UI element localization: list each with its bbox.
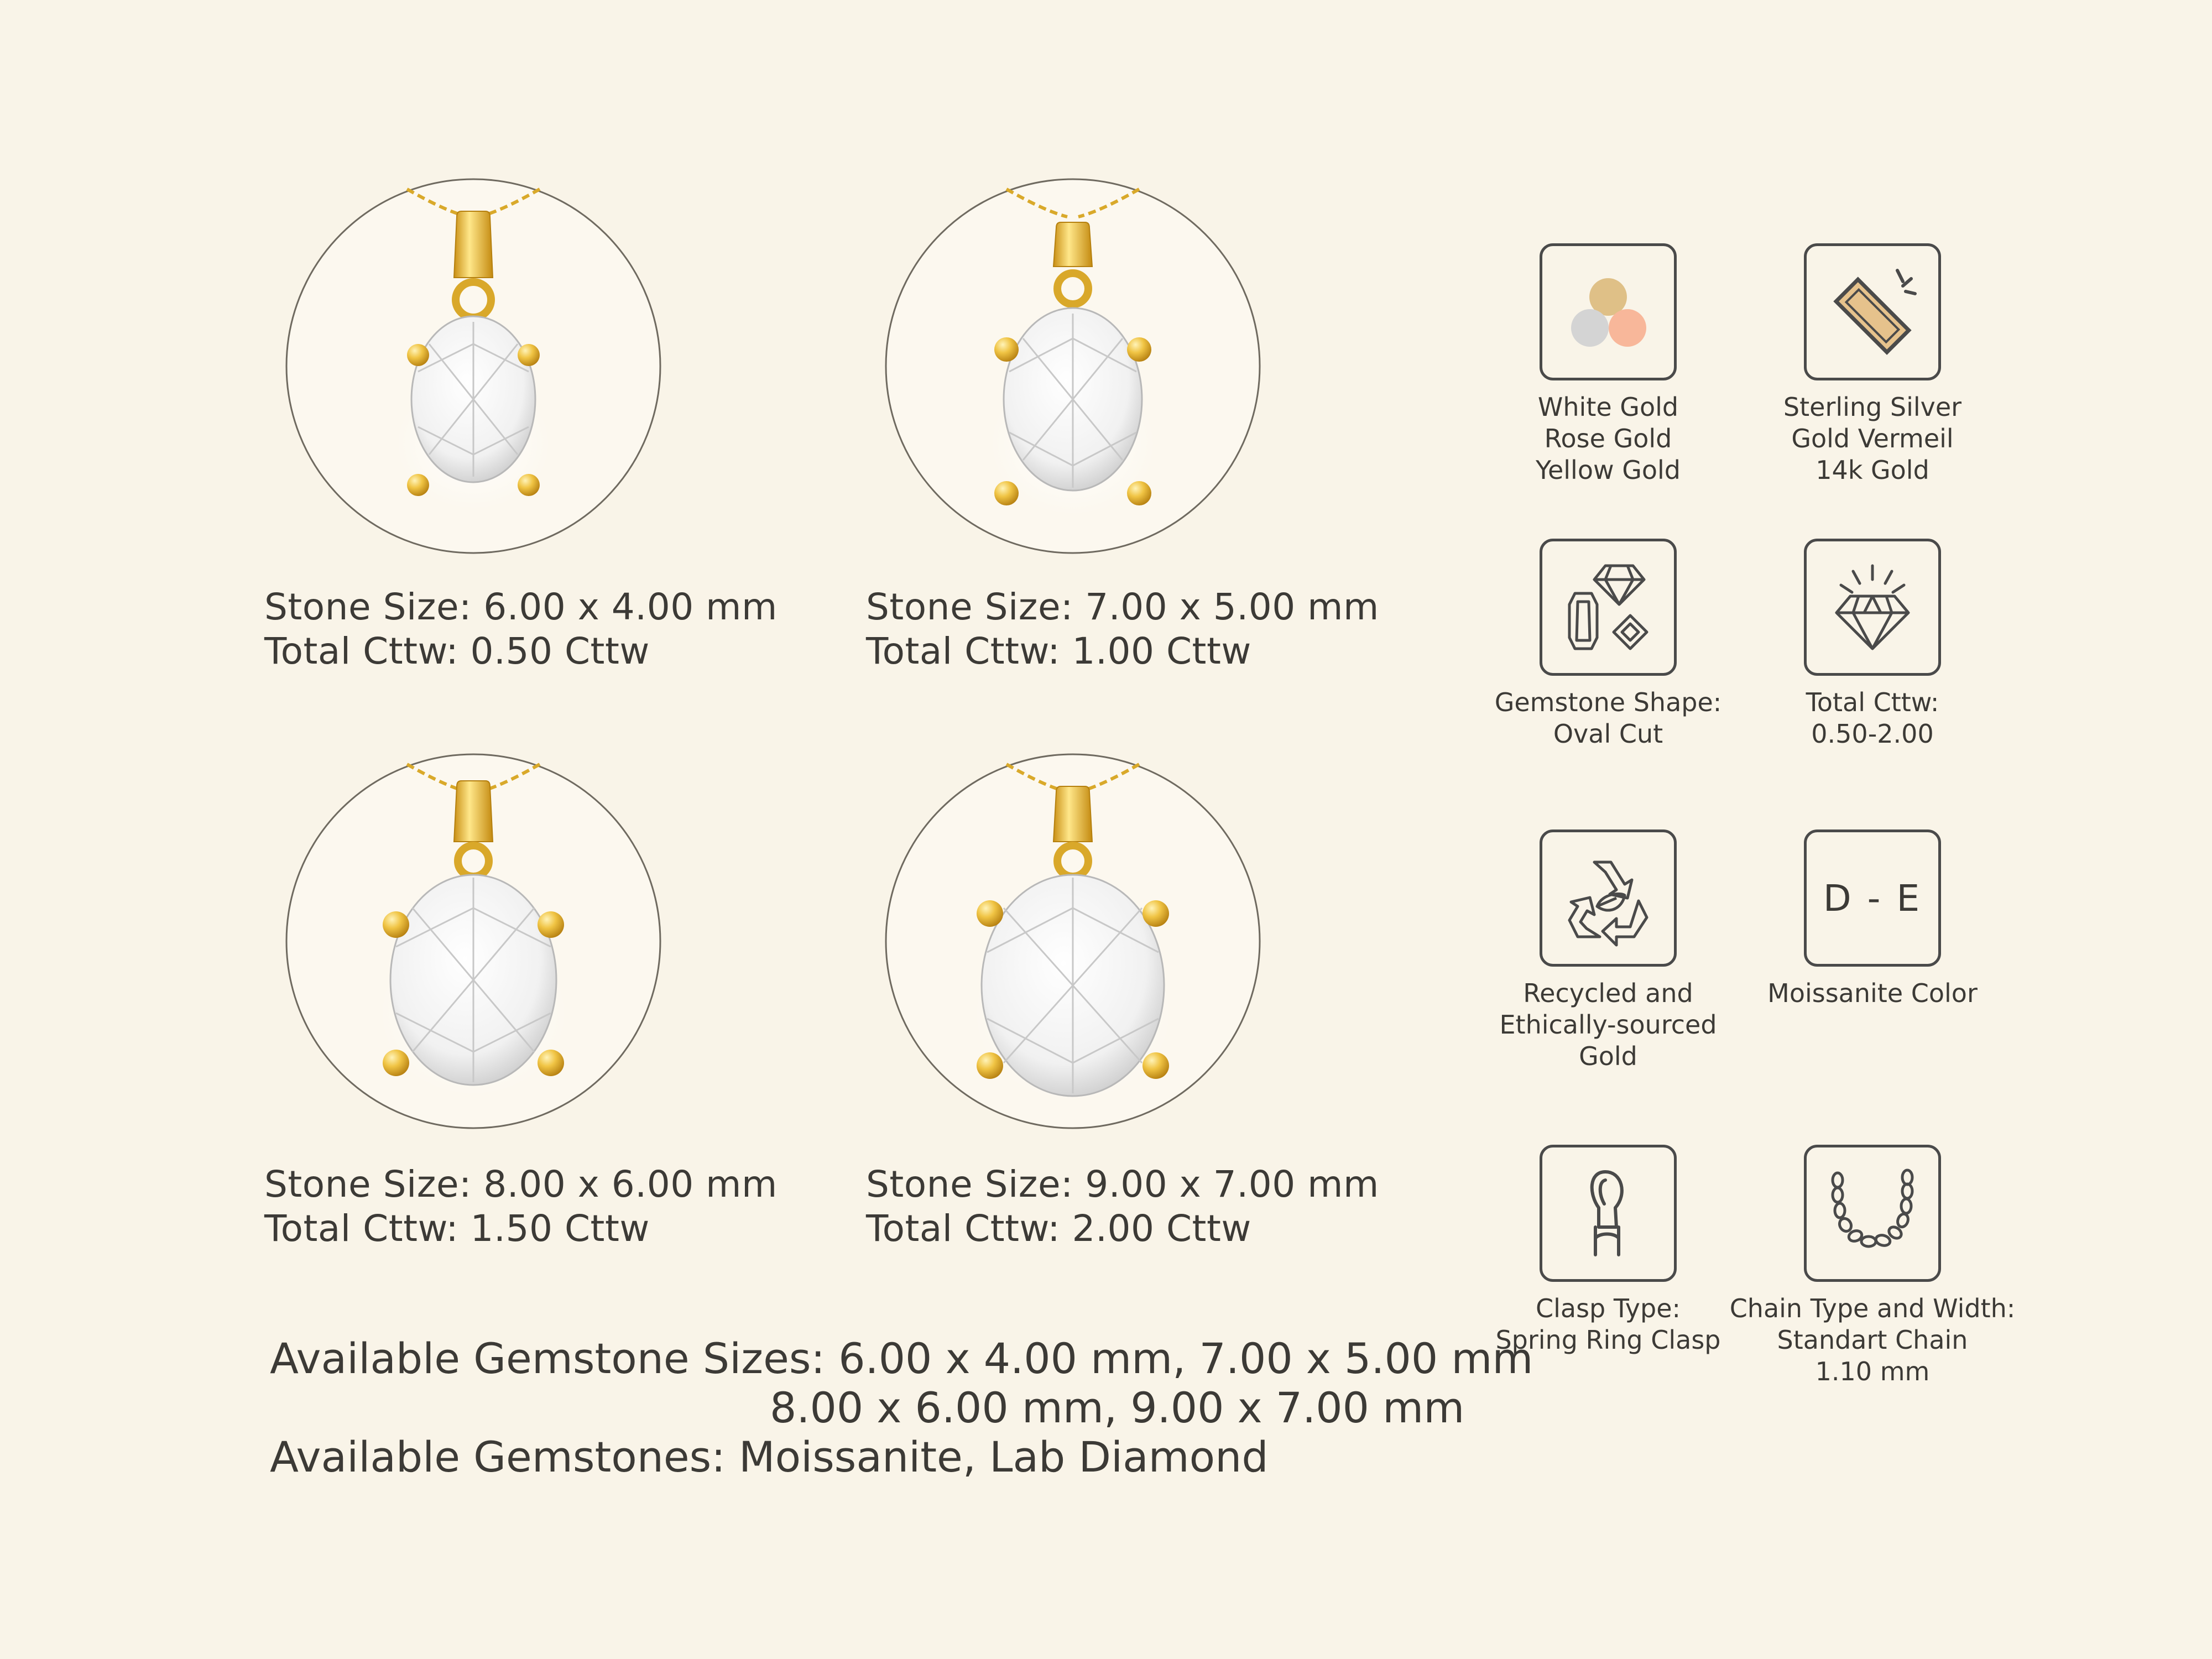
total-cttw-text: Total Cttw: 0.50 Cttw <box>264 630 650 672</box>
feature-icon-box <box>1540 1145 1677 1282</box>
feature-label-line: Ethically-sourced <box>1499 1010 1717 1040</box>
feature-recycled-gold <box>1464 830 1752 1072</box>
feature-label-line: 0.50-2.00 <box>1811 719 1934 749</box>
feature-label-line: Yellow Gold <box>1535 455 1681 485</box>
total-cttw-text: Total Cttw: 1.00 Cttw <box>866 630 1251 672</box>
feature-label-line: White Gold <box>1537 392 1679 422</box>
spring-ring-clasp-icon <box>1550 1155 1666 1271</box>
pendant-caption <box>264 1162 778 1251</box>
recycle-leaf-icon <box>1550 840 1666 956</box>
pendant-image-6x4 <box>285 178 661 554</box>
feature-label-line: Moissanite Color <box>1767 978 1978 1008</box>
feature-label-line: Clasp Type: <box>1535 1293 1681 1323</box>
pendant-image-8x6 <box>285 753 661 1129</box>
pendant-image-9x7 <box>885 753 1261 1129</box>
feature-label-line: 1.10 mm <box>1815 1357 1930 1386</box>
total-cttw-text: Total Cttw: 2.00 Cttw <box>866 1207 1251 1250</box>
stone-size-text: Stone Size: 6.00 x 4.00 mm <box>264 586 778 628</box>
color-grade-text: D - E <box>1823 877 1922 920</box>
feature-label-line: Gemstone Shape: <box>1494 687 1722 717</box>
metal-colors-icon <box>1550 254 1666 370</box>
feature-label-line: Oval Cut <box>1553 719 1663 749</box>
feature-label-line: Gold <box>1579 1041 1637 1071</box>
feature-icon-box <box>1540 539 1677 676</box>
stone-size-text: Stone Size: 8.00 x 6.00 mm <box>264 1163 778 1206</box>
feature-label-line: Rose Gold <box>1544 424 1672 453</box>
feature-chain-type <box>1729 1145 2016 1387</box>
feature-label-line: Total Cttw: <box>1806 687 1939 717</box>
feature-label-line: Recycled and <box>1523 978 1693 1008</box>
sparkling-diamond-icon <box>1814 549 1931 665</box>
pendant-image-7x5 <box>885 178 1261 554</box>
feature-clasp-type <box>1464 1145 1752 1356</box>
pendant-caption <box>866 585 1379 674</box>
feature-icon-box <box>1804 243 1941 380</box>
feature-label-line: Standart Chain <box>1777 1325 1968 1355</box>
feature-metal-types <box>1729 243 2016 486</box>
metal-bar-icon <box>1814 254 1931 370</box>
feature-total-cttw <box>1729 539 2016 750</box>
feature-gemstone-shape <box>1464 539 1752 750</box>
feature-icon-box <box>1540 243 1677 380</box>
feature-icon-box <box>1804 539 1941 676</box>
feature-moissanite-color <box>1729 830 2016 1009</box>
feature-metal-colors <box>1464 243 1752 486</box>
color-grade-badge <box>1804 830 1941 967</box>
feature-label-line: Sterling Silver <box>1783 392 1962 422</box>
pendant-caption <box>866 1162 1379 1251</box>
availability-summary <box>270 1334 1533 1481</box>
chain-icon <box>1814 1155 1931 1271</box>
feature-icon-box <box>1540 830 1677 967</box>
feature-label-line: Spring Ring Clasp <box>1495 1325 1721 1355</box>
gemstone-shapes-icon <box>1550 549 1666 665</box>
available-sizes-continued: 8.00 x 6.00 mm, 9.00 x 7.00 mm <box>770 1383 1465 1432</box>
stone-size-text: Stone Size: 9.00 x 7.00 mm <box>866 1163 1379 1206</box>
feature-label-line: Chain Type and Width: <box>1729 1293 2016 1323</box>
available-gemstones-line: Available Gemstones: Moissanite, Lab Diamond <box>270 1432 1269 1481</box>
available-sizes-line: Available Gemstone Sizes: 6.00 x 4.00 mm, 7.00 x 5.00 mm <box>270 1334 1533 1383</box>
total-cttw-text: Total Cttw: 1.50 Cttw <box>264 1207 650 1250</box>
feature-icon-box <box>1804 1145 1941 1282</box>
pendant-caption <box>264 585 778 674</box>
feature-label-line: 14k Gold <box>1815 455 1929 485</box>
feature-label-line: Gold Vermeil <box>1791 424 1954 453</box>
stone-size-text: Stone Size: 7.00 x 5.00 mm <box>866 586 1379 628</box>
